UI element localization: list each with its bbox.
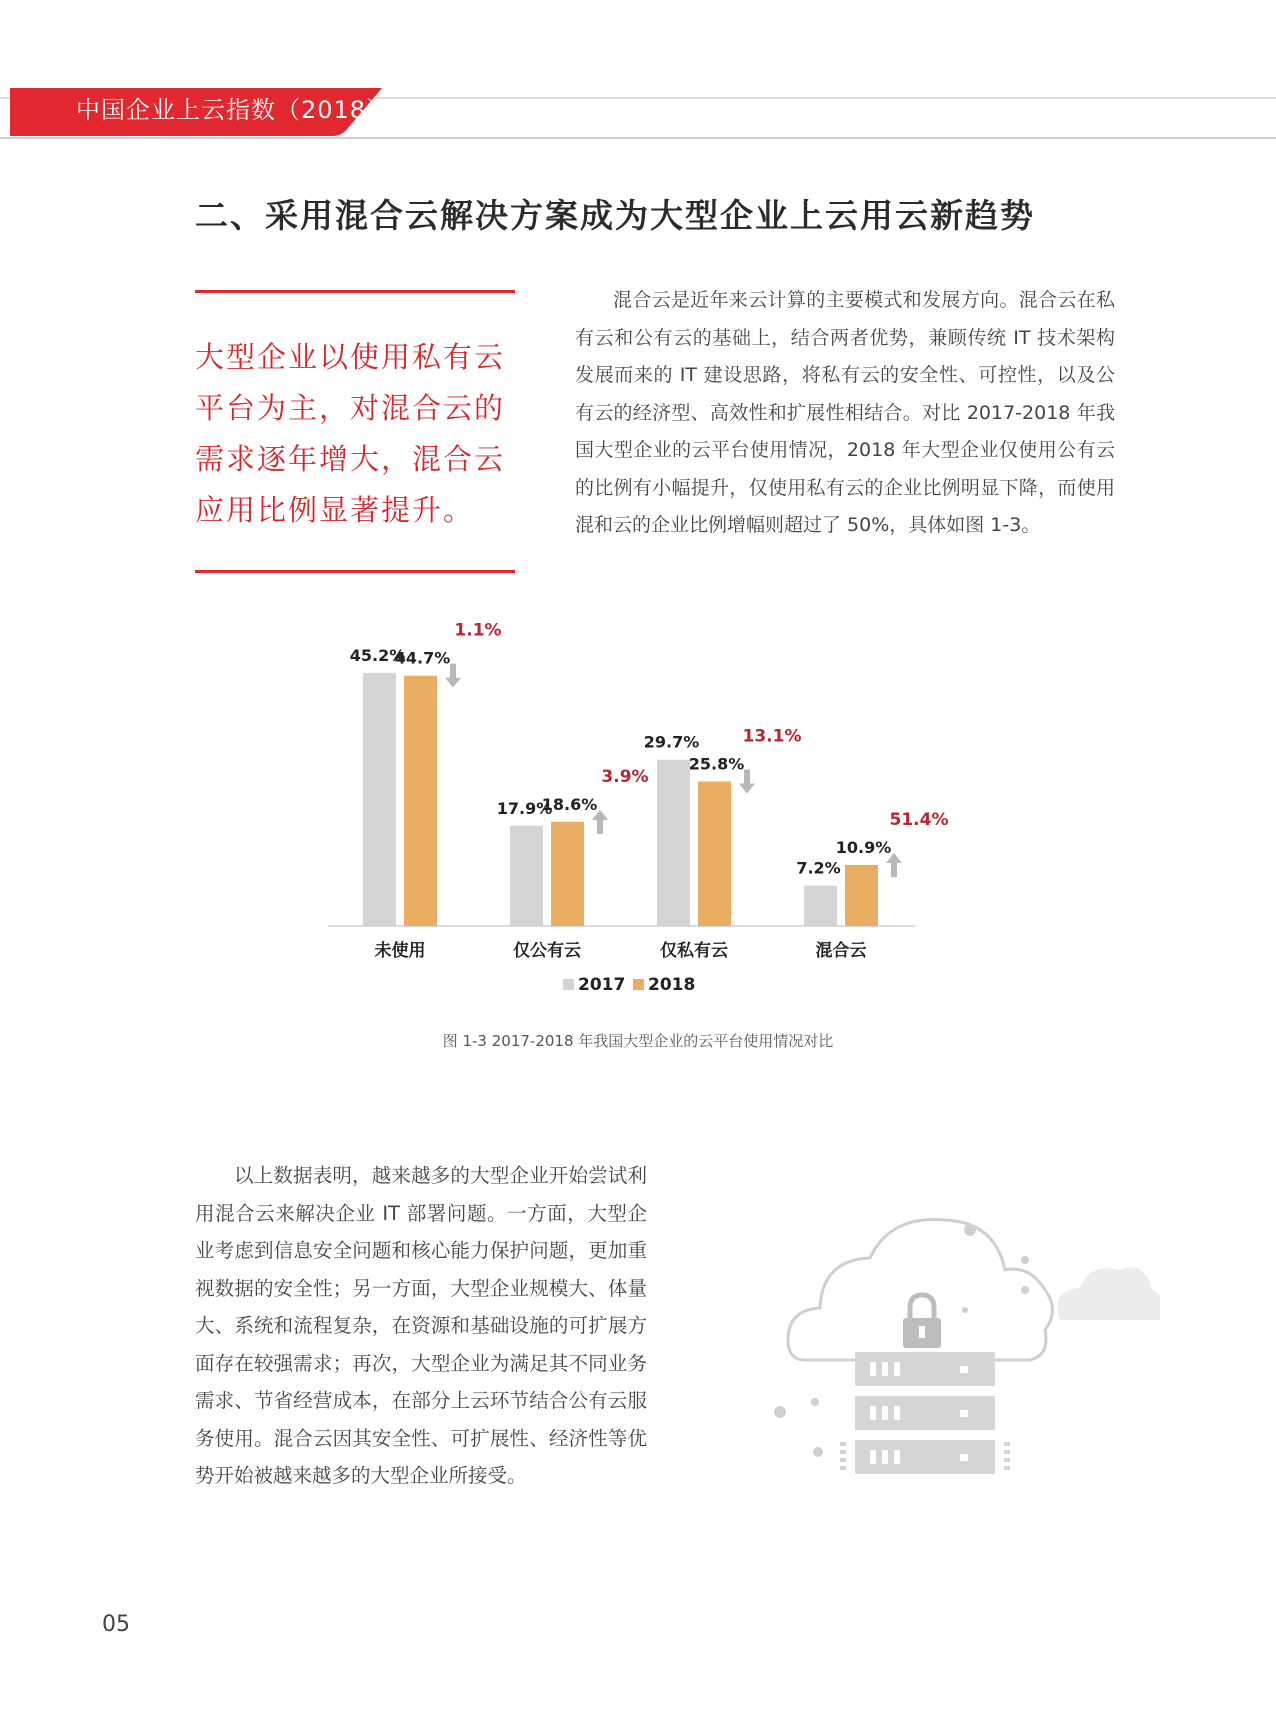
data-label-2017-0: 45.2% xyxy=(349,645,406,665)
data-label-2018-1: 18.6% xyxy=(541,794,598,814)
change-label-0: 1.1% xyxy=(454,620,502,641)
data-label-2017-3: 7.2% xyxy=(796,858,841,878)
change-label-1: 3.9% xyxy=(601,766,649,787)
bar-2018-1 xyxy=(551,822,584,926)
bar-2017-0 xyxy=(363,673,396,926)
legend-swatch-2018 xyxy=(633,979,644,990)
page-number: 05 xyxy=(102,1612,130,1637)
bar-2018-3 xyxy=(845,865,878,926)
category-label-0: 未使用 xyxy=(374,941,426,961)
bar-2017-3 xyxy=(804,886,837,926)
legend-label-2018: 2018 xyxy=(648,975,696,995)
change-label-3: 51.4% xyxy=(889,809,949,830)
data-label-2018-3: 10.9% xyxy=(835,837,892,857)
bar-2017-1 xyxy=(510,826,543,926)
category-label-3: 混合云 xyxy=(815,941,867,961)
data-label-2018-2: 25.8% xyxy=(688,754,745,774)
small-cloud-icon xyxy=(1058,1268,1161,1321)
data-label-2017-1: 17.9% xyxy=(496,798,553,818)
legend-swatch-2017 xyxy=(563,979,574,990)
figure-caption: 图 1-3 2017-2018 年我国大型企业的云平台使用情况对比 xyxy=(442,1032,834,1050)
legend-label-2017: 2017 xyxy=(578,975,626,995)
cloud-server-illustration xyxy=(760,1150,1160,1490)
bar-2017-2 xyxy=(657,760,690,926)
data-label-2017-2: 29.7% xyxy=(643,732,700,752)
paragraph-right: 混合云是近年来云计算的主要模式和发展方向。混合云在私有云和公有云的基础上，结合两者优势，兼顾传统 IT 技术架构发展而来的 IT 建设思路，将私有云的安全性、可控性，以及公有云的经济型、高效性和扩展性相结合。对比 2017-2018 年我国大型企业的云平台使用情况，2018 年大型企业仅使用公有云的比例有小幅提升，仅使用私有云的企业比例明显下降，而使用混和云的企业比例增幅则超过了 50%，具体如图 1-3。 xyxy=(575,289,1115,536)
change-label-2: 13.1% xyxy=(742,726,802,747)
category-label-1: 仅公有云 xyxy=(513,941,581,961)
paragraph-bottom: 以上数据表明，越来越多的大型企业开始尝试利用混合云来解决企业 IT 部署问题。一方面，大型企业考虑到信息安全问题和核心能力保护问题，更加重视数据的安全性；另一方面，大型企业规模大、体量大、系统和流程复杂，在资源和基础设施的可扩展方面存在较强需求；再次，大型企业为满足其不同业务需求、节省经营成本，在部分上云环节结合公有云服务使用。混合云因其安全性、可扩展性、经济性等优势开始被越来越多的大型企业所接受。 xyxy=(195,1164,647,1487)
bar-2018-2 xyxy=(698,782,731,926)
data-label-2018-0: 44.7% xyxy=(394,648,451,668)
bar-2018-0 xyxy=(404,676,437,926)
header-title: 中国企业上云指数（2018） xyxy=(76,96,392,124)
server-icon xyxy=(840,1352,1010,1474)
section-title: 二、采用混合云解决方案成为大型企业上云用云新趋势 xyxy=(195,196,1035,235)
pull-quote: 大型企业以使用私有云平台为主，对混合云的需求逐年增大，混合云应用比例显著提升。 xyxy=(195,340,506,527)
category-label-2: 仅私有云 xyxy=(660,941,728,961)
